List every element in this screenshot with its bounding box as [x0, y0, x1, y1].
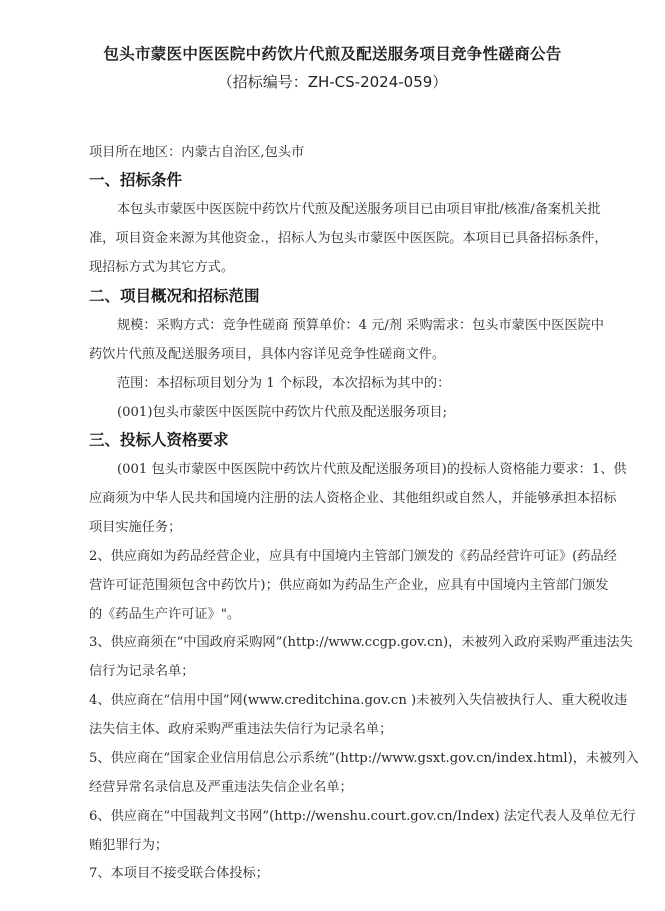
paragraph-line: 范围：本招标项目划分为 1 个标段，本次招标为其中的： — [117, 376, 451, 391]
paragraph-line: 药饮片代煎及配送服务项目，具体内容详见竞争性磋商文件。 — [89, 347, 446, 362]
paragraph-line: 7、本项目不接受联合体投标； — [89, 866, 269, 881]
paragraph-line: 5、供应商在“国家企业信用信息公示系统”(http://www.gsxt.gov.cn/index.html)，未被列入 — [89, 751, 639, 766]
paragraph-line: 6、供应商在“中国裁判文书网”(http://wenshu.court.gov.cn/Index) 法定代表人及单位无行 — [89, 809, 636, 824]
paragraph-line: 项目实施任务； — [89, 520, 182, 535]
paragraph-line: 现招标方式为其它方式。 — [89, 260, 235, 275]
section-heading: 二、项目概况和招标范围 — [89, 287, 260, 305]
paragraph-line: 应商须为中华人民共和国境内注册的法人资格企业、其他组织或自然人，并能够承担本招标 — [89, 491, 617, 506]
paragraph-line: 3、供应商须在“中国政府采购网”(http://www.ccgp.gov.cn)，未被列入政府采购严重违法失 — [89, 635, 633, 650]
paragraph-line: 准，项目资金来源为其他资金.，招标人为包头市蒙医中医医院。本项目已具备招标条件， — [89, 231, 608, 246]
document-title: 包头市蒙医中医医院中药饮片代煎及配送服务项目竞争性磋商公告 — [103, 45, 562, 63]
section-heading: 一、招标条件 — [89, 171, 183, 189]
paragraph-line: 4、供应商在“信用中国”网(www.creditchina.gov.cn )未被列入失信被执行人、重大税收违 — [89, 693, 628, 708]
project-location: 项目所在地区：内蒙古自治区,包头市 — [89, 145, 305, 160]
paragraph-line: 2、供应商如为药品经营企业，应具有中国境内主管部门颁发的《药品经营许可证》(药品经 — [89, 549, 617, 564]
paragraph-line: 本包头市蒙医中医医院中药饮片代煎及配送服务项目已由项目审批/核准/备案机关批 — [117, 202, 601, 217]
paragraph-line: (001 包头市蒙医中医医院中药饮片代煎及配送服务项目)的投标人资格能力要求：1、供 — [117, 462, 627, 477]
paragraph-line: (001)包头市蒙医中医医院中药饮片代煎及配送服务项目; — [117, 405, 448, 420]
tender-number: （招标编号：ZH-CS-2024-059） — [217, 73, 448, 91]
paragraph-line: 法失信主体、政府采购严重违法失信行为记录名单； — [89, 722, 393, 737]
paragraph-line: 信行为记录名单； — [89, 664, 195, 679]
paragraph-line: 营许可证范围须包含中药饮片)；供应商如为药品生产企业，应具有中国境内主管部门颁发 — [89, 578, 609, 593]
section-heading: 三、投标人资格要求 — [89, 431, 229, 449]
paragraph-line: 规模：采购方式：竞争性磋商 预算单价：4 元/剂 采购需求：包头市蒙医中医医院中 — [117, 318, 604, 333]
paragraph-line: 贿犯罪行为； — [89, 838, 169, 853]
paragraph-line: 经营异常名录信息及严重违法失信企业名单； — [89, 780, 353, 795]
paragraph-line: 的《药品生产许可证》"。 — [89, 607, 241, 622]
